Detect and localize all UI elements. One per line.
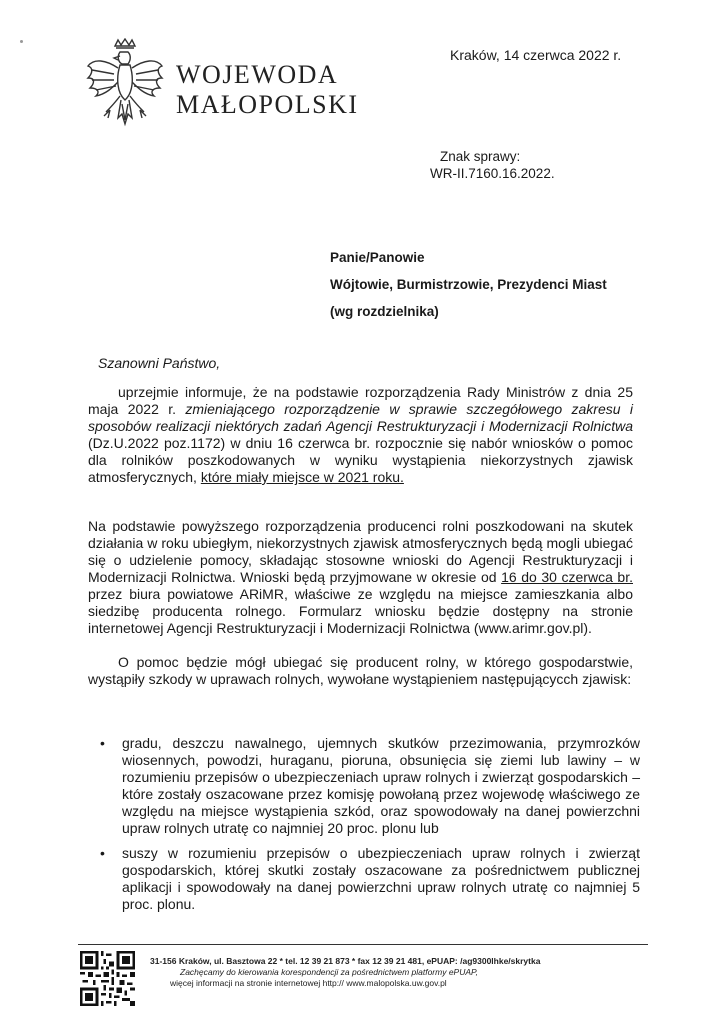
letter-footer bbox=[150, 956, 540, 989]
footer-address: 31-156 Kraków, ul. Basztowa 22 * tel. 12 39 21 873 * fax 12 39 21 481, ePUAP: /ag9300lhke/skrytka bbox=[150, 956, 541, 966]
paragraph-1-underlined: które miały miejsce w 2021 roku. bbox=[200, 469, 404, 485]
recipients-block bbox=[330, 250, 607, 331]
qr-code-icon bbox=[80, 951, 135, 1006]
eligibility-list bbox=[100, 735, 640, 921]
case-reference bbox=[430, 148, 555, 182]
paragraph-2-text-a: Na podstawie powyższego rozporządzenia producenci rolni poszkodowani na skutek działania w roku ubiegłym, niekorzystnych zjawisk atmosferycznych będą mogli ubiegać się o udzielenie pomocy, składając stosowne wnioski do Agencji Restrukturyzacji i Modernizacji Rolnictwa. Wnioski będą przyjmowane w okresie od bbox=[88, 518, 633, 585]
case-label: Znak sprawy: bbox=[440, 149, 521, 164]
office-name-line1: WOJEWODA bbox=[176, 60, 339, 89]
footer-divider bbox=[78, 944, 648, 945]
office-name bbox=[176, 60, 359, 120]
footer-epuap-note: Zachęcamy do kierowania korespondencji za pośrednictwem platformy ePUAP, bbox=[180, 967, 478, 977]
salutation: Szanowni Państwo, bbox=[98, 355, 221, 371]
office-name-line2: MAŁOPOLSKI bbox=[176, 90, 359, 119]
paragraph-2 bbox=[88, 518, 633, 637]
regulation-title: zmieniającego rozporządzenie w sprawie szczegółowego zakresu i sposobów realizacji niektórych zadań Agencji Restrukturyzacji i Modernizacji Rolnictwa bbox=[88, 401, 634, 434]
case-number: WR-II.7160.16.2022. bbox=[430, 166, 555, 181]
bullet-icon: • bbox=[100, 735, 105, 751]
list-item bbox=[100, 845, 640, 913]
recipient-line-3: (wg rozdzielnika) bbox=[330, 304, 439, 319]
paragraph-2-text-c: przez biura powiatowe ARiMR, właściwe ze względu na miejsce zamieszkania albo siedzibę producenta rolnego. Formularz wniosku będzie dostępny na stronie internetowej Agencji Restrukturyzacji i Modernizacji Rolnictwa (www.arimr.gov.pl). bbox=[88, 586, 633, 636]
recipient-line-1: Panie/Panowie bbox=[330, 250, 425, 265]
bullet-icon: • bbox=[100, 845, 105, 861]
paragraph-1-text-a: uprzejmie informuje, że na podstawie rozporządzenia Rady Ministrów z dnia 25 maja 2022 r. bbox=[88, 384, 633, 417]
list-item bbox=[100, 735, 640, 837]
paragraph-1-text-c: (Dz.U.2022 poz.1172) w dniu 16 czerwca br. rozpocznie się nabór wniosków o pomoc dla rolników poszkodowanych w wyniku wystąpienia niekorzystnych zjawisk atmosferycznych, bbox=[88, 435, 633, 485]
eagle-emblem-icon bbox=[84, 38, 166, 136]
application-period: 16 do 30 czerwca br. bbox=[501, 569, 633, 585]
footer-website: więcej informacji na stronie internetowej http:// www.malopolska.uw.gov.pl bbox=[170, 978, 447, 988]
list-item-text: suszy w rozumieniu przepisów o ubezpieczeniach upraw rolnych i zwierząt gospodarskich, której skutki zostały oszacowane za pośrednictwem publicznej aplikacji i spowodowały na danej powierzchni upraw rolnych utratę co najmniej 5 proc. plonu. bbox=[122, 845, 640, 912]
scan-speck bbox=[20, 40, 23, 43]
list-item-text: gradu, deszczu nawalnego, ujemnych skutków przezimowania, przymrozków wiosennych, powodzi, huraganu, pioruna, obsunięcia się ziemi lub lawiny – w rozumieniu przepisów o ubezpieczeniach upraw rolnych i zwierząt gospodarskich – które zostały oszacowane przez komisję powołaną przez wojewodę właściwego ze względu na miejsce wystąpienia szkód, oraz spowodowały na danej powierzchni upraw rolnych utratę co najmniej 20 proc. plonu lub bbox=[122, 735, 640, 836]
recipient-line-2: Wójtowie, Burmistrzowie, Prezydenci Miast bbox=[330, 277, 607, 292]
letter-date: Kraków, 14 czerwca 2022 r. bbox=[450, 47, 622, 63]
paragraph-3: O pomoc będzie mógł ubiegać się producent rolny, w którego gospodarstwie, wystąpiły szkody w uprawach rolnych, wywołane wystąpieniem następującycch zjawisk: bbox=[88, 654, 633, 687]
paragraph-1 bbox=[88, 384, 633, 486]
